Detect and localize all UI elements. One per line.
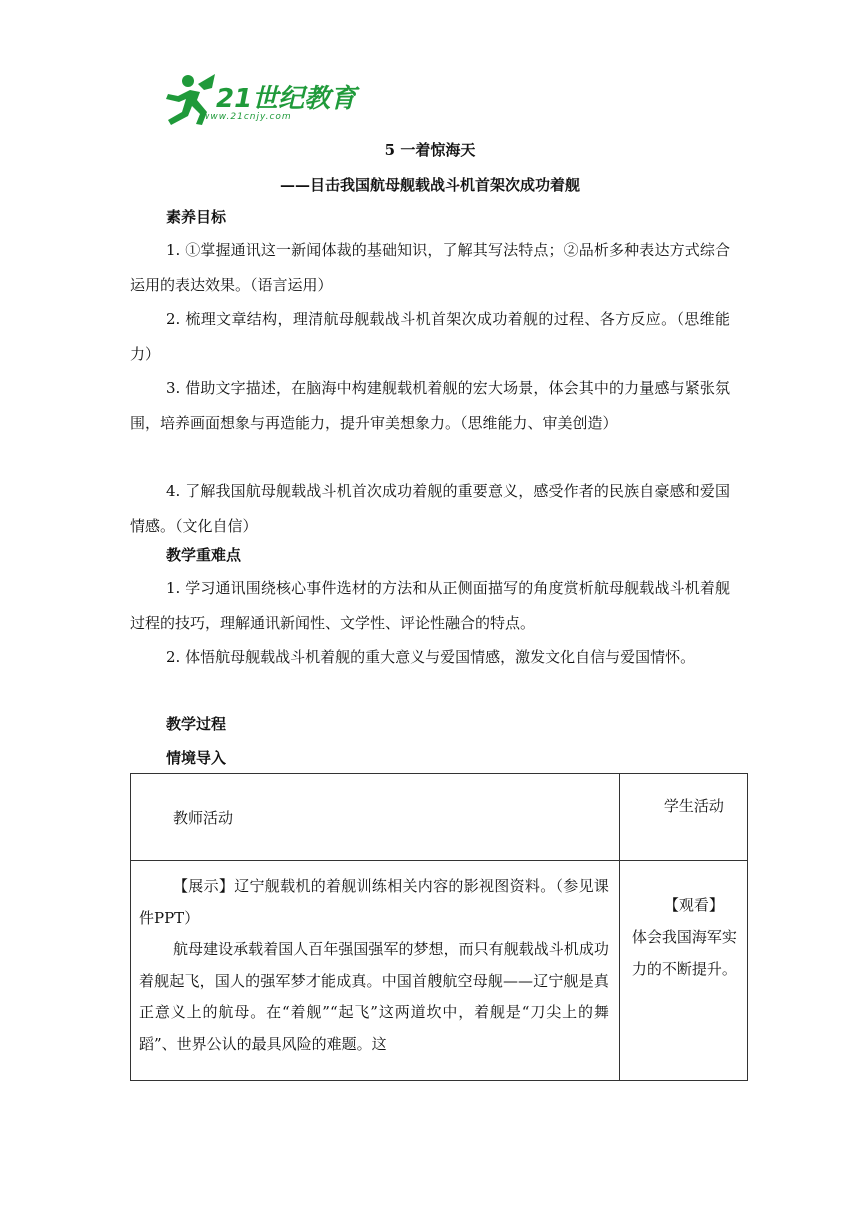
key-points-heading: 教学重难点: [166, 546, 242, 564]
process-heading: 教学过程: [166, 715, 227, 733]
teacher-activity-para: 航母建设承载着国人百年强国强军的梦想，而只有舰载战斗机成功着舰起飞，国人的强军梦才能成真。中国首艘航空母舰——辽宁舰是真正意义上的航母。在“着舰”“起飞”这两道坎中，着舰是“刀尖上的舞蹈”、世界公认的最具风险的难题。这: [139, 940, 609, 1053]
intro-heading: 情境导入: [166, 749, 227, 767]
teacher-activity-header: 教师活动: [131, 774, 620, 861]
goal-item: 2. 梳理文章结构，理清航母舰载战斗机首架次成功着舰的过程、各方反应。（思维能力）: [130, 310, 730, 363]
student-activity-cell: 【观看】体会我国海军实力的不断提升。: [619, 861, 747, 1081]
key-point-item: 2. 体悟航母舰载战斗机着舰的重大意义与爱国情感，激发文化自信与爱国情怀。: [166, 648, 696, 666]
student-activity-header: 学生活动: [619, 774, 747, 861]
goal-item: 4. 了解我国航母舰载战斗机首次成功着舰的重要意义，感受作者的民族自豪感和爱国情感。（文化自信）: [130, 482, 730, 535]
goals-heading: 素养目标: [166, 208, 227, 226]
teacher-activity-cell: [131, 861, 620, 1081]
goal-item: 1. ①掌握通讯这一新闻体裁的基础知识，了解其写法特点；②品析多种表达方式综合运用的表达效果。（语言运用）: [130, 241, 730, 294]
lesson-title: 5 一着惊海天: [384, 141, 476, 159]
lesson-subtitle: ——目击我国航母舰载战斗机首架次成功着舰: [279, 176, 580, 194]
activity-table: [130, 773, 748, 1081]
logo-wordmark: 21世纪教育: [216, 84, 357, 114]
key-point-item: 1. 学习通讯围绕核心事件选材的方法和从正侧面描写的角度赏析航母舰载战斗机着舰过程的技巧，理解通讯新闻性、文学性、评论性融合的特点。: [130, 579, 730, 632]
logo: [160, 72, 360, 128]
logo-url: www.21cnjy.com: [202, 112, 292, 122]
table-header-row: [131, 774, 748, 861]
teacher-activity-para: 【展示】辽宁舰载机的着舰训练相关内容的影视图资料。（参见课件PPT）: [139, 877, 609, 927]
goal-item: 3. 借助文字描述，在脑海中构建舰载机着舰的宏大场景，体会其中的力量感与紧张氛围，培养画面想象与再造能力，提升审美想象力。（思维能力、审美创造）: [130, 379, 730, 432]
table-row: [131, 861, 748, 1081]
